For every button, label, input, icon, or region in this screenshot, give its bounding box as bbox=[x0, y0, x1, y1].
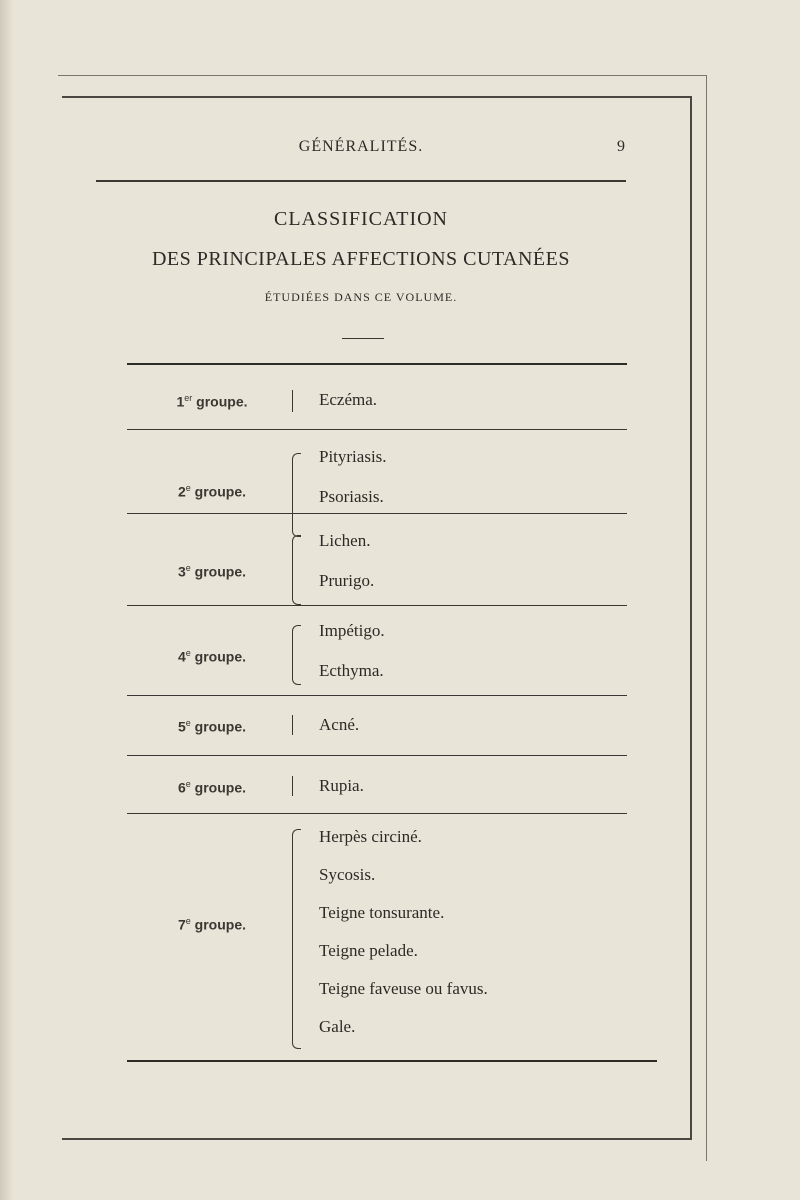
group-7-item-2: Sycosis. bbox=[319, 865, 376, 884]
group-brace-2 bbox=[292, 453, 301, 537]
page-header bbox=[96, 138, 626, 168]
group-3-item-2: Prurigo. bbox=[319, 571, 375, 590]
classification-subtitle: ÉTUDIÉES DANS CE VOLUME. bbox=[264, 290, 458, 304]
group-7-item-5: Teigne faveuse ou favus. bbox=[319, 979, 488, 998]
group-2-item-1: Pityriasis. bbox=[319, 447, 387, 466]
group-7-item-3: Teigne tonsurante. bbox=[319, 903, 445, 922]
group-brace-3 bbox=[292, 535, 301, 605]
group-label-3: 3e groupe. bbox=[177, 563, 247, 580]
group-bar-5 bbox=[292, 715, 301, 735]
table-rule bbox=[127, 513, 627, 514]
classification-title-line2: DES PRINCIPALES AFFECTIONS CUTANÉES bbox=[151, 248, 570, 270]
table-rule bbox=[127, 429, 627, 430]
group-6-item-1: Rupia. bbox=[319, 776, 364, 795]
group-7-item-4: Teigne pelade. bbox=[319, 941, 418, 960]
page-number: 9 bbox=[617, 138, 626, 155]
group-label-5: 5e groupe. bbox=[177, 718, 247, 735]
group-label-2: 2e groupe. bbox=[177, 483, 247, 500]
table-rule bbox=[127, 363, 627, 365]
table-rule bbox=[127, 1060, 657, 1062]
title-separator bbox=[342, 338, 384, 339]
group-label-6: 6e groupe. bbox=[177, 779, 247, 796]
group-label-7: 7e groupe. bbox=[177, 916, 247, 933]
group-brace-7 bbox=[292, 829, 301, 1049]
group-label-1: 1er groupe. bbox=[176, 393, 248, 410]
table-rule bbox=[127, 755, 627, 756]
group-bar-6 bbox=[292, 776, 301, 796]
group-5-item-1: Acné. bbox=[319, 715, 360, 734]
table-rule bbox=[127, 813, 627, 814]
table-rule bbox=[127, 695, 627, 696]
header-rule bbox=[96, 180, 626, 182]
table-rule bbox=[127, 605, 627, 606]
group-4-item-2: Ecthyma. bbox=[319, 661, 384, 680]
group-4-item-1: Impétigo. bbox=[319, 621, 385, 640]
group-7-item-1: Herpès circiné. bbox=[319, 827, 422, 846]
group-brace-4 bbox=[292, 625, 301, 685]
group-1-item-1: Eczéma. bbox=[319, 390, 378, 409]
group-3-item-1: Lichen. bbox=[319, 531, 371, 550]
classification-title: CLASSIFICATION bbox=[273, 208, 449, 230]
page-edge-shadow bbox=[0, 0, 14, 1200]
group-label-4: 4e groupe. bbox=[177, 648, 247, 665]
running-title: GÉNÉRALITÉS. bbox=[298, 138, 424, 155]
group-2-item-2: Psoriasis. bbox=[319, 487, 384, 506]
group-bar-1 bbox=[292, 390, 301, 412]
group-7-item-6: Gale. bbox=[319, 1017, 356, 1036]
